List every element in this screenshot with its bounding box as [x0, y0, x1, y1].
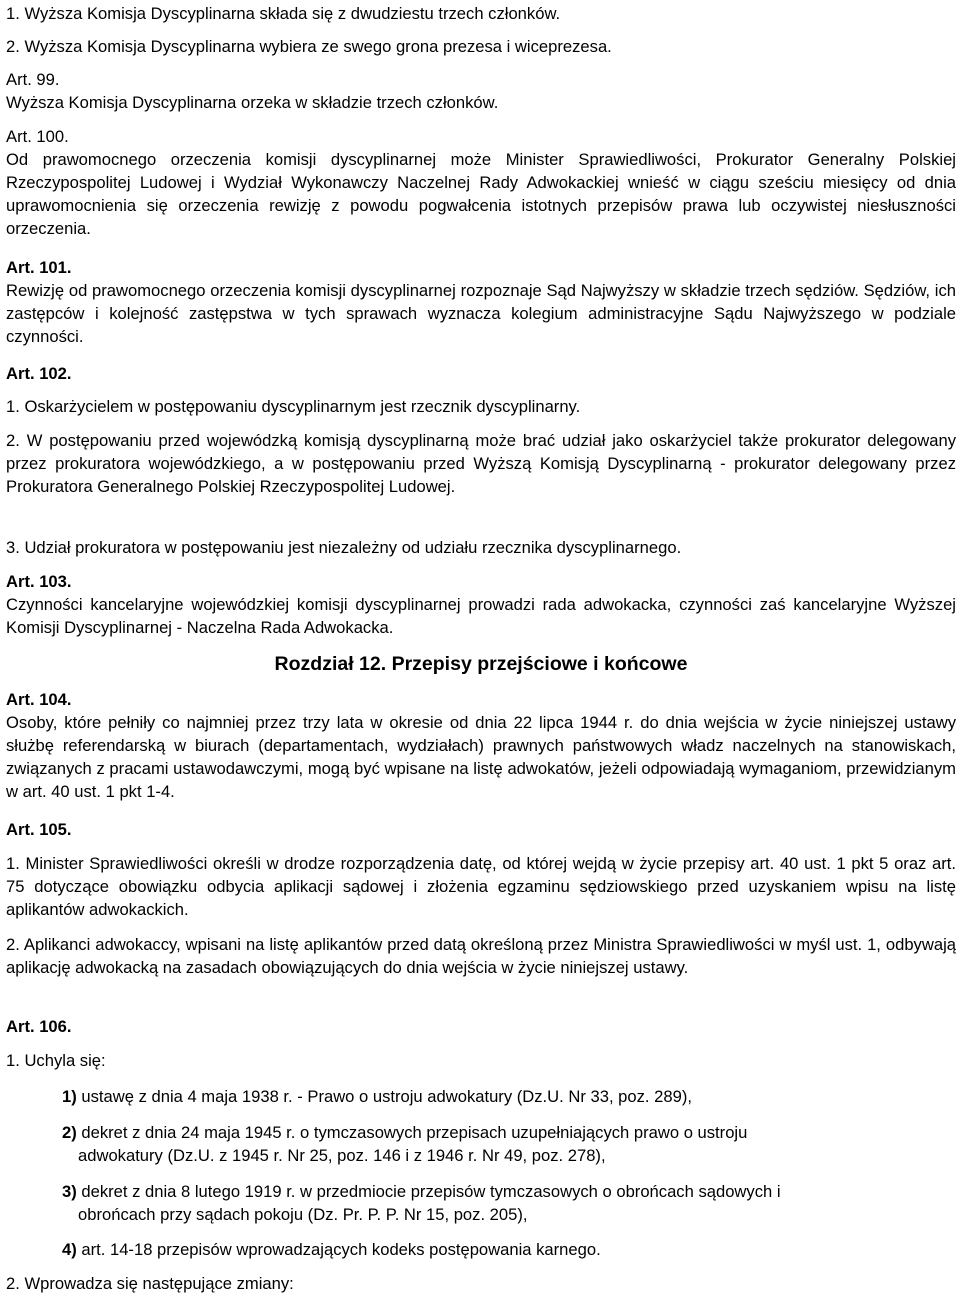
art100-text: Od prawomocnego orzeczenia komisji dyscyplinarnej może Minister Sprawiedliwości, Prokurator Generalny Polskiej Rzeczypospolitej Ludowej i Wydział Wykonawczy Naczelnej Rady Adwokackiej wnieść w ciągu sześciu miesięcy od dnia uprawomocnienia się orzeczenia rewizję z powodu pogwałcenia istotnych przepisów prawa lub oczywistej niesłuszności orzeczenia. — [6, 150, 956, 238]
art105-para-2: 2. Aplikanci adwokaccy, wpisani na listę aplikantów przed datą określoną przez Ministra Sprawiedliwości w myśl ust. 1, odbywają aplikację adwokacką na zasadach obowiązujących do dnia wejścia w życie niniejszej ustawy. — [6, 935, 956, 977]
art106-heading: Art. 106. — [6, 1017, 72, 1036]
art99-heading: Art. 99. — [6, 70, 60, 89]
art101-text: Rewizję od prawomocnego orzeczenia komisji dyscyplinarnej rozpoznaje Sąd Najwyższy w składzie trzech sędziów. Sędziów, ich zastępców i kolejność zastępstwa w tych sprawach wyznacza kolegium administracyjne Sądu Najwyższego w podziale czynności. — [6, 281, 956, 346]
item-text: dekret z dnia 24 maja 1945 r. o tymczasowych przepisach uzupełniających prawo o ustroju — [81, 1123, 748, 1142]
item-number: 4) — [62, 1240, 77, 1259]
item-number: 1) — [62, 1087, 77, 1106]
item-text: dekret z dnia 8 lutego 1919 r. w przedmiocie przepisów tymczasowych o obrońcach sądowych i — [81, 1182, 781, 1201]
art100-heading: Art. 100. — [6, 127, 69, 146]
item-number: 3) — [62, 1182, 77, 1201]
item-text: art. 14-18 przepisów wprowadzających kodeks postępowania karnego. — [81, 1240, 601, 1259]
item-text: ustawę z dnia 4 maja 1938 r. - Prawo o ustroju adwokatury (Dz.U. Nr 33, poz. 289), — [81, 1087, 692, 1106]
repealed-item — [62, 1238, 922, 1261]
art102-para-1: 1. Oskarżycielem w postępowaniu dyscyplinarnym jest rzecznik dyscyplinarny. — [6, 397, 581, 416]
repealed-item — [62, 1180, 922, 1226]
art104-heading: Art. 104. — [6, 690, 72, 709]
art103-heading: Art. 103. — [6, 572, 72, 591]
art105-heading: Art. 105. — [6, 820, 72, 839]
art106-para-2: 2. Wprowadza się następujące zmiany: — [6, 1274, 294, 1293]
art102-para-2: 2. W postępowaniu przed wojewódzką komisją dyscyplinarną może brać udział jako oskarżyciel także prokurator delegowany przez prokuratora wojewódzkiego, a w postępowaniu przed Wyższą Komisją Dyscyplinarną - prokurator delegowany przez Prokuratora Generalnego Polskiej Rzeczypospolitej Ludowej. — [6, 431, 956, 496]
art102-heading: Art. 102. — [6, 364, 72, 383]
art103-text: Czynności kancelaryjne wojewódzkiej komisji dyscyplinarnej prowadzi rada adwokacka, czynności zaś kancelaryjne Wyższej Komisji Dyscyplinarnej - Naczelna Rada Adwokacka. — [6, 595, 956, 637]
art98-para-2: 2. Wyższa Komisja Dyscyplinarna wybiera ze swego grona prezesa i wiceprezesa. — [6, 37, 612, 56]
art104-text: Osoby, które pełniły co najmniej przez trzy lata w okresie od dnia 22 lipca 1944 r. do dnia wejścia w życie niniejszej ustawy służbę referendarską w biurach (departamentach, wydziałach) prawnych państwowych władz naczelnych na stanowiskach, związanych z pracami ustawodawczymi, mogą być wpisane na listę adwokatów, jeżeli odpowiadają wymaganiom, przewidzianym w art. 40 ust. 1 pkt 1-4. — [6, 713, 956, 801]
art101-heading: Art. 101. — [6, 258, 72, 277]
art102-para-3: 3. Udział prokuratora w postępowaniu jest niezależny od udziału rzecznika dyscyplinarnego. — [6, 538, 682, 557]
item-text-continuation: adwokatury (Dz.U. z 1945 r. Nr 25, poz. 146 i z 1946 r. Nr 49, poz. 278), — [78, 1146, 606, 1165]
art105-para-1: 1. Minister Sprawiedliwości określi w drodze rozporządzenia datę, od której wejdą w życie przepisy art. 40 ust. 1 pkt 5 oraz art. 75 dotyczące obowiązku odbycia aplikacji sądowej i złożenia egzaminu sędziowskiego przed uzyskaniem wpisu na listę aplikantów adwokackich. — [6, 854, 956, 919]
item-text-continuation: obrońcach przy sądach pokoju (Dz. Pr. P. P. Nr 15, poz. 205), — [78, 1205, 528, 1224]
repealed-item — [62, 1121, 922, 1167]
chapter-12-title: Rozdział 12. Przepisy przejściowe i końcowe — [274, 653, 688, 675]
art99-text: Wyższa Komisja Dyscyplinarna orzeka w składzie trzech członków. — [6, 93, 499, 112]
repealed-item — [62, 1085, 922, 1108]
art98-para-1: 1. Wyższa Komisja Dyscyplinarna składa się z dwudziestu trzech członków. — [6, 4, 561, 23]
art106-para-1: 1. Uchyla się: — [6, 1051, 106, 1070]
item-number: 2) — [62, 1123, 77, 1142]
